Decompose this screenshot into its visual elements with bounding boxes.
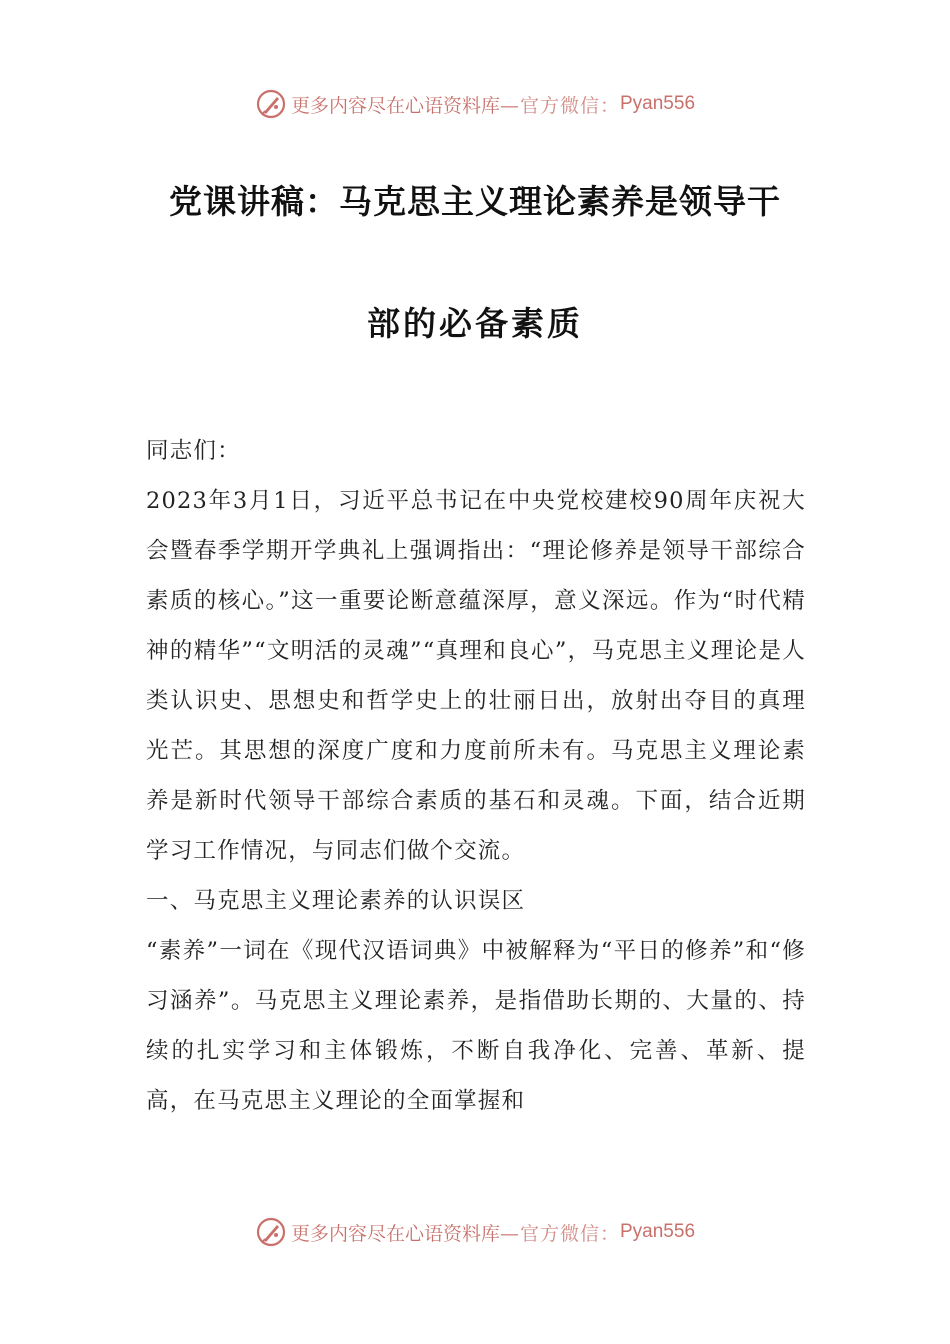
watermark-main-text: 更多内容尽在心语资料库: [290, 94, 500, 117]
quill-logo-icon: [255, 88, 287, 120]
watermark-sub-text: —官方微信：: [499, 94, 620, 117]
header-watermark: [0, 84, 950, 124]
paragraph: 2023年3月1日，习近平总书记在中央党校建校90周年庆祝大会暨春季学期开学典礼上强调指出：“理论修养是领导干部综合素质的核心。”这一重要论断意蕴深厚，意义深远。作为“时代精神的精华”“文明活的灵魂”“真理和良心”，马克思主义理论是人类认识史、思想史和哲学史上的壮丽日出，放射出夺目的真理光芒。其思想的深度广度和力度前所未有。马克思主义理论素养是新时代领导干部综合素质的基石和灵魂。下面，结合近期学习工作情况，与同志们做个交流。: [146, 488, 806, 864]
document-title-line1: 党课讲稿：马克思主义理论素养是领导干: [169, 182, 781, 221]
watermark-sub-text: —官方微信：: [499, 1222, 620, 1245]
footer-watermark: [0, 1212, 950, 1252]
watermark-main-text: 更多内容尽在心语资料库: [290, 1222, 500, 1245]
document-body: [146, 426, 806, 1126]
document-title-line2: 部的必备素质: [367, 304, 583, 343]
watermark-id-text: Pyan556: [620, 93, 696, 114]
section-heading: 一、马克思主义理论素养的认识误区: [146, 888, 526, 914]
watermark-id-text: Pyan556: [620, 1221, 696, 1242]
greeting: 同志们：: [146, 438, 241, 464]
paragraph: “素养”一词在《现代汉语词典》中被解释为“平日的修养”和“修习涵养”。马克思主义理论素养，是指借助长期的、大量的、持续的扎实学习和主体锻炼，不断自我净化、完善、革新、提高，在马克思主义理论的全面掌握和: [146, 938, 806, 1114]
quill-logo-icon: [255, 1216, 287, 1248]
